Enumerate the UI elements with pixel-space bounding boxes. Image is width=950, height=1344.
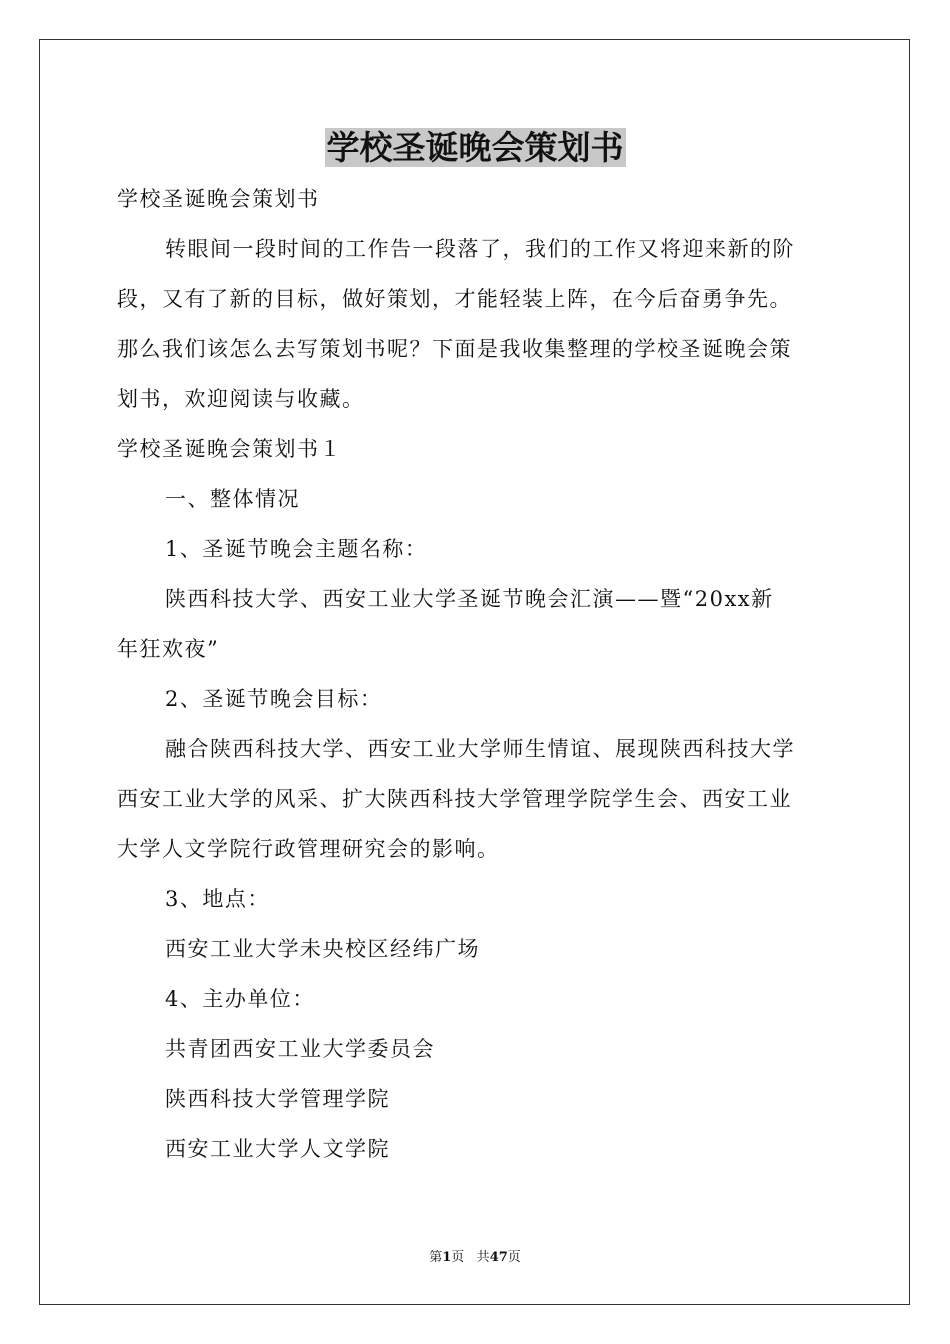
text-line: 大学人文学院行政管理研究会的影响。 [117,837,500,861]
text-line: 那么我们该怎么去写策划书呢？下面是我收集整理的学校圣诞晚会策 [117,337,792,361]
footer-page-prefix: 第 [429,1250,443,1265]
page-footer [0,1248,950,1268]
text-line: 共青团西安工业大学委员会 [165,1037,435,1061]
text-line: 3、地点： [165,887,270,911]
text-line: 学校圣诞晚会策划书 [117,187,320,211]
text-line: 转眼间一段时间的工作告一段落了，我们的工作又将迎来新的阶 [165,237,795,261]
footer-total-prefix: 共 [476,1250,490,1265]
text-line: 陕西科技大学、西安工业大学圣诞节晚会汇演——暨“20xx新 [165,587,774,611]
text-line: 1、圣诞节晚会主题名称： [165,537,428,561]
text-line: 陕西科技大学管理学院 [165,1087,390,1111]
text-line: 一、整体情况 [165,487,300,511]
footer-page-number: 1 [442,1250,452,1265]
text-line: 西安工业大学人文学院 [165,1137,390,1161]
text-line: 学校圣诞晚会策划书１ [117,437,342,461]
text-line: 融合陕西科技大学、西安工业大学师生情谊、展现陕西科技大学 [165,737,795,761]
document-title-text: 学校圣诞晚会策划书 [326,128,624,167]
footer-total-pages: 47 [489,1250,508,1265]
document-title [0,124,950,172]
text-line: 划书，欢迎阅读与收藏。 [117,387,365,411]
footer-total-suffix: 页 [507,1250,521,1265]
text-line: 年狂欢夜” [117,637,220,661]
text-line: 4、主办单位： [165,987,315,1011]
text-line: 段，又有了新的目标，做好策划，才能轻装上阵，在今后奋勇争先。 [117,287,792,311]
text-line: 西安工业大学的风采、扩大陕西科技大学管理学院学生会、西安工业 [117,787,792,811]
text-line: 西安工业大学未央校区经纬广场 [165,937,480,961]
document-body [117,174,833,1174]
footer-page-suffix: 页 [451,1250,465,1265]
text-line: 2、圣诞节晚会目标： [165,687,383,711]
